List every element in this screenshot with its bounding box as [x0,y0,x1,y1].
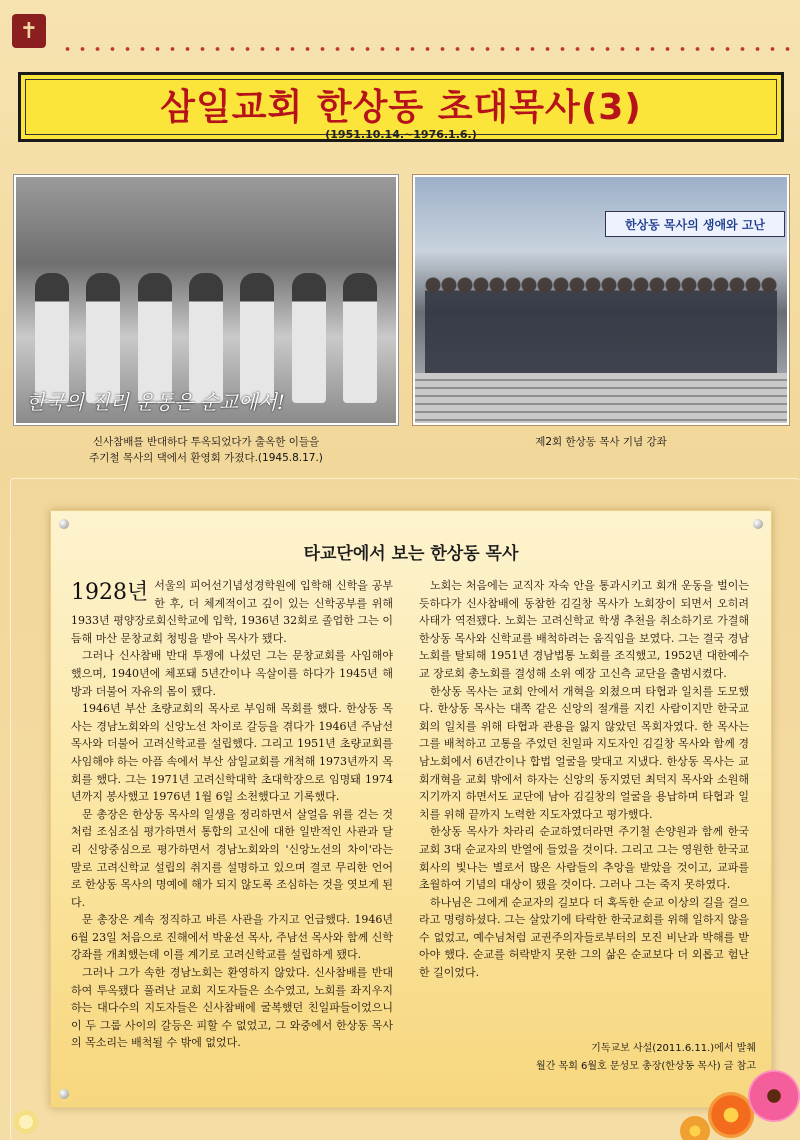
paragraph: 하나님은 그에게 순교자의 길보다 더 혹독한 순교 이상의 길을 걸으라고 명령하셨다. 그는 살았기에 타락한 한국교회를 위해 일하지 않을 수 없었고, 예수님처럼 교권주의자들로부터의 모진 비난과 박해를 받아야 했다. 순교를 허락받지 못한 그의 삶은 순교보다 더 외롭고 험난한 길이었다. [419,895,749,980]
source-credit: 기독교보 사설(2011.6.11.)에서 발췌 월간 목회 6월호 문성모 총장(한상동 목사) 글 참고 [536,1043,756,1072]
flower-decoration [680,1116,710,1140]
bolt-icon [59,1089,69,1099]
paragraph: 한상동 목사는 교회 안에서 개혁을 외쳤으며 타협과 일치를 도모했다. 한상동 목사는 대쪽 같은 신앙의 절개를 지킨 사람이지만 한국교회의 일치를 위해 타협과 관용을 잃지 않았던 목회자였다. 한 목사는 그를 배척하고 고통을 주었던 친일파 지도자인 김길창 목사와 함께 경남노회에서 6년간이나 합법 얼굴을 맞대고 지냈다. 한상동 목사는 교회개혁을 교회 밖에서 하자는 신앙의 동지였던 최덕지 목사와 소원해지기까지 하면서도 교단에 남아 김길창의 얼굴을 용납하며 타협과 일치를 위해 끝까지 노력한 지도자였다고 평가했다. [419,684,749,821]
bolt-icon [753,519,763,529]
paragraph: 그러나 그가 속한 경남노회는 환영하지 않았다. 신사참배를 반대하여 투옥됐다 풀려난 교회 지도자들은 소수였고, 노회를 좌지우지하는 대다수의 지도자들은 신사참배에 굴복했던 친일파들이었으니 이 두 그룹 사이의 갈등은 피할 수 없었고, 그 와중에서 한상동 목사의 목소리는 배척될 수 밖에 없었다. [71,966,393,1050]
crowd-figures [425,263,777,373]
article-title: 타교단에서 보는 한상동 목사 [303,544,519,564]
article-panel [50,510,772,1108]
paragraph: 문 총장은 한상동 목사의 일생을 정리하면서 살얼음 위를 걷는 것처럼 조심조심 평가하면서 통합의 고신에 대한 일반적인 사관과 달리 신앙중심으로 평가하면서 경남노회와의 '신앙노선의 차이'라는 말로 고려신학교 설립의 취지를 설명하고 있으며 결코 무리한 언어로 한상동 목사의 명예에 해가 되지 않도록 조심하는 것을 엿보게 된다. [71,807,393,909]
photo-handwriting: 한국의 진리 운동은 순교에서! [26,390,285,414]
lecture-group-photo [413,175,789,425]
paragraph: 한상동 목사가 차라리 순교하였더라면 주기철 손양원과 함께 한국교회 3대 순교자의 반열에 들었을 것이다. 그리고 그는 영원한 한국교회사의 빛나는 별로서 많은 사람들의 추앙을 받았을 것이고, 교파를 초월하여 기념의 대상이 됐을 것이다. 그러나 그는 죽지 못하였다. [419,825,749,892]
paragraph: 1946년 부산 초량교회의 목사로 부임해 목회를 했다. 한상동 목사는 경남노회와의 신앙노선 차이로 갈등을 겪다가 1946년 주남선 목사와 더불어 고려신학교를 설립했다. 그리고 1951년 초량교회를 사임해야 하는 아픔 속에서 부산 삼일교회를 개척해 1973년까지 목회를 했다. 그는 1971년 고려신학대학 초대학장으로 임명돼 1974년까지 봉사했고 1976년 1월 6일 소천했다고 기록했다. [71,702,393,804]
paragraph: 그러나 신사참배 반대 투쟁에 나섰던 그는 문창교회를 사임해야 했으며, 1940년에 체포돼 5년간이나 옥살이를 하다가 1945년 해방과 더불어 자유의 몸이 됐다. [71,649,393,698]
dot-divider [60,44,790,54]
year-dropcap: 1928년 [71,580,149,605]
bolt-icon [59,519,69,529]
people-figures [26,253,386,403]
title-banner [18,72,784,142]
article-column-left [71,577,393,1052]
left-photo-caption: 신사참배를 반대하다 투옥되었다가 출옥한 이들을 주기철 목사의 댁에서 환영회 가졌다.(1945.8.17.) [89,436,323,464]
cross-icon: ✝ [12,14,46,48]
right-photo-caption: 제2회 한상동 목사 기념 강좌 [535,436,667,448]
paragraph: 1928년 서울의 피어선기념성경학원에 입학해 신학을 공부한 후, 더 체계적이고 깊이 있는 신학공부를 위해 1933년 평양장로회신학교에 입학, 1936년 32회로 졸업한 그는 이듬해 마산 문창교회 청빙을 받아 목사가 됐다. [71,579,393,645]
page-title: 삼일교회 한상동 초대목사(3) [160,87,642,128]
flower-decoration [708,1092,754,1138]
page-subtitle: (1951.10.14.~1976.1.6.) [325,128,477,141]
flower-decoration [748,1070,800,1122]
historic-group-photo [14,175,398,425]
flower-decoration [14,1110,38,1134]
article-column-right [419,577,749,982]
paragraph: 문 총장은 계속 정직하고 바른 사관을 가지고 언급했다. 1946년 6월 23일 처음으로 진해에서 박윤선 목사, 주남선 목사와 함께 신학강좌를 개최했는데 이를 계기로 고려신학교를 설립하게 됐다. [71,913,393,962]
lecture-banner: 한상동 목사의 생애와 고난 [605,211,785,237]
stairs [415,373,787,423]
paragraph: 노회는 처음에는 교직자 자숙 안을 통과시키고 회개 운동을 벌이는 듯하다가 신사참배에 동참한 김길창 목사가 노회장이 되면서 오히려 사태가 역전됐다. 노회는 고려신학교 학생 추천을 취소하기로 가결해 한상동 목사와 신학교를 배척하려는 움직임을 보였다. 그는 결국 경남노회를 탈퇴해 1951년 경남법통 노회를 조직했고, 1952년 대한예수교 장로회 총노회를 결성해 소위 예장 고신측 교단을 출범시켰다. [419,579,749,680]
